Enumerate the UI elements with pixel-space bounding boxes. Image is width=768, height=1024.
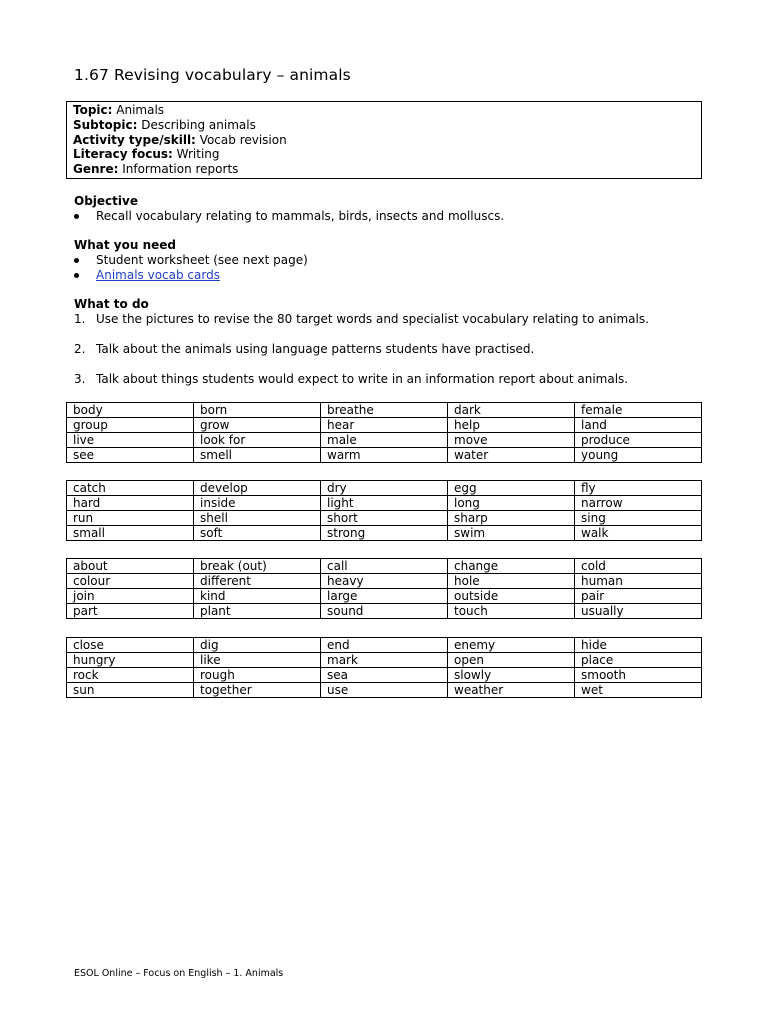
what-to-do-heading: What to do [74, 297, 149, 311]
list-item: Recall vocabulary relating to mammals, birds, insects and molluscs. [74, 209, 504, 224]
table-cell: grow [194, 418, 321, 433]
page-title: 1.67 Revising vocabulary – animals [74, 66, 351, 84]
table-cell: help [448, 418, 575, 433]
table-row [67, 496, 702, 511]
table-cell: hole [448, 574, 575, 589]
table-row [67, 448, 702, 463]
table-cell: touch [448, 604, 575, 619]
table-cell: colour [67, 574, 194, 589]
vocab-table-1 [66, 402, 702, 463]
table-row [67, 433, 702, 448]
table-cell: outside [448, 589, 575, 604]
table-cell: inside [194, 496, 321, 511]
table-row [67, 526, 702, 541]
table-cell: plant [194, 604, 321, 619]
table-cell: young [575, 448, 702, 463]
table-cell: move [448, 433, 575, 448]
table-cell: breathe [321, 403, 448, 418]
table-cell: sun [67, 683, 194, 698]
table-cell: sound [321, 604, 448, 619]
table-cell: sea [321, 668, 448, 683]
table-row [67, 511, 702, 526]
table-cell: body [67, 403, 194, 418]
table-cell: born [194, 403, 321, 418]
table-cell: large [321, 589, 448, 604]
step-3: 3. Talk about things students would expect to write in an information report about animals. [74, 372, 629, 386]
table-cell: shell [194, 511, 321, 526]
table-cell: pair [575, 589, 702, 604]
bullet-icon [74, 273, 79, 278]
table-row [67, 559, 702, 574]
table-cell: about [67, 559, 194, 574]
table-cell: see [67, 448, 194, 463]
table-cell: rough [194, 668, 321, 683]
table-cell: break (out) [194, 559, 321, 574]
table-cell: part [67, 604, 194, 619]
table-cell: dark [448, 403, 575, 418]
table-row [67, 418, 702, 433]
info-activity-type: Activity type/skill: Vocab revision [73, 132, 287, 147]
table-cell: weather [448, 683, 575, 698]
table-cell: land [575, 418, 702, 433]
table-cell: together [194, 683, 321, 698]
table-cell: human [575, 574, 702, 589]
table-cell: catch [67, 481, 194, 496]
objective-heading: Objective [74, 194, 138, 208]
table-cell: wet [575, 683, 702, 698]
what-you-need-heading: What you need [74, 238, 176, 252]
step-2: 2. Talk about the animals using language patterns students have practised. [74, 342, 535, 356]
bullet-icon [74, 214, 79, 219]
table-cell: smooth [575, 668, 702, 683]
info-literacy-focus: Literacy focus: Writing [73, 147, 220, 162]
table-cell: dry [321, 481, 448, 496]
table-cell: dig [194, 638, 321, 653]
table-cell: walk [575, 526, 702, 541]
table-cell: egg [448, 481, 575, 496]
table-cell: fly [575, 481, 702, 496]
table-cell: strong [321, 526, 448, 541]
table-cell: heavy [321, 574, 448, 589]
table-cell: close [67, 638, 194, 653]
page-footer: ESOL Online – Focus on English – 1. Animals [74, 968, 284, 979]
list-item: Student worksheet (see next page) [74, 253, 308, 268]
table-cell: end [321, 638, 448, 653]
table-cell: rock [67, 668, 194, 683]
table-row [67, 668, 702, 683]
table-cell: narrow [575, 496, 702, 511]
table-cell: mark [321, 653, 448, 668]
table-cell: develop [194, 481, 321, 496]
table-cell: water [448, 448, 575, 463]
table-cell: slowly [448, 668, 575, 683]
vocab-table-4 [66, 637, 702, 698]
table-cell: look for [194, 433, 321, 448]
table-row [67, 481, 702, 496]
table-cell: like [194, 653, 321, 668]
list-item [74, 268, 308, 283]
table-cell: cold [575, 559, 702, 574]
table-cell: hard [67, 496, 194, 511]
what-you-need-section [74, 238, 308, 283]
table-cell: hungry [67, 653, 194, 668]
table-cell: light [321, 496, 448, 511]
table-cell: kind [194, 589, 321, 604]
table-cell: male [321, 433, 448, 448]
bullet-icon [74, 258, 79, 263]
table-row [67, 653, 702, 668]
table-cell: enemy [448, 638, 575, 653]
info-topic: Topic: Animals [73, 103, 165, 117]
table-cell: sharp [448, 511, 575, 526]
table-cell: hear [321, 418, 448, 433]
table-cell: sing [575, 511, 702, 526]
table-cell: use [321, 683, 448, 698]
table-cell: live [67, 433, 194, 448]
lesson-info-box [66, 101, 702, 179]
table-cell: place [575, 653, 702, 668]
table-cell: call [321, 559, 448, 574]
table-cell: female [575, 403, 702, 418]
info-subtopic: Subtopic: Describing animals [73, 117, 256, 132]
table-cell: run [67, 511, 194, 526]
table-cell: soft [194, 526, 321, 541]
what-to-do-section [74, 297, 649, 387]
vocab-table-2 [66, 480, 702, 541]
table-cell: group [67, 418, 194, 433]
animals-vocab-cards-link[interactable]: Animals vocab cards [96, 268, 220, 283]
table-row [67, 403, 702, 418]
table-cell: short [321, 511, 448, 526]
table-cell: long [448, 496, 575, 511]
objective-section [74, 194, 504, 224]
table-cell: warm [321, 448, 448, 463]
table-row [67, 574, 702, 589]
table-row [67, 589, 702, 604]
table-cell: change [448, 559, 575, 574]
table-cell: small [67, 526, 194, 541]
table-cell: join [67, 589, 194, 604]
table-cell: different [194, 574, 321, 589]
table-cell: swim [448, 526, 575, 541]
vocab-table-3 [66, 558, 702, 619]
table-row [67, 604, 702, 619]
table-cell: smell [194, 448, 321, 463]
table-row [67, 638, 702, 653]
table-row [67, 683, 702, 698]
step-1: 1. Use the pictures to revise the 80 target words and specialist vocabulary relating to animals. [74, 312, 649, 326]
table-cell: open [448, 653, 575, 668]
info-genre: Genre: Information reports [73, 162, 239, 177]
table-cell: usually [575, 604, 702, 619]
table-cell: produce [575, 433, 702, 448]
table-cell: hide [575, 638, 702, 653]
